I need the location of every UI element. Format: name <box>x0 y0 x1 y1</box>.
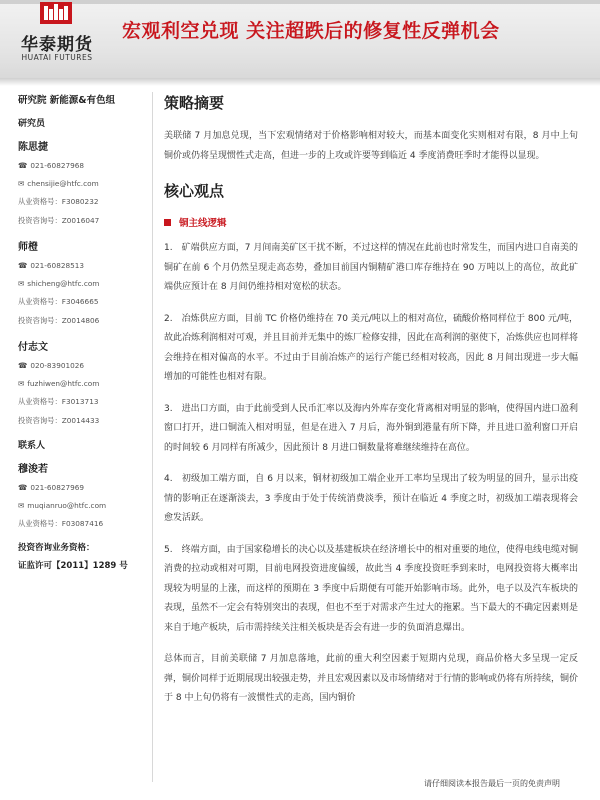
contact-label: 联系人 <box>18 441 46 451</box>
point-paragraph: 4. 初级加工端方面，自 6 月以来，铜材初级加工端企业开工率均呈现出了较为明显的回升，显示出疫情的影响正在逐渐淡去，3 季度由于处于传统消费淡季，预计在临近 4 季度之时，初级加工端表现将会愈发活跃。 <box>164 474 578 523</box>
report-title: 宏观利空兑现 关注超跌后的修复性反弹机会 <box>122 20 500 42</box>
author-sidebar <box>18 92 150 573</box>
main-content <box>164 92 578 709</box>
point-paragraph: 5. 终端方面，由于国家稳增长的决心以及基建板块在经济增长中的相对重要的地位，使得电线电缆对铜消费的拉动或相对可期，目前电网投资进度偏缓，故此当 4 季度投资旺季到来时，电网投资将大概率出现较为明显的上涨，而这样的预期在 3 季度中后期便有可能开始影响市场。此外，电子以及汽车板块的表现，虽然不一定会有特别突出的表现，但也不至于对需求产生过大的拖累。当下最大的不确定因素则是来自于地产板块，后市需持续关注相关板块是否会有进一步的负面消息爆出。 <box>164 544 579 633</box>
investment-consult-number: 投资咨询号：Z0014806 <box>18 316 100 325</box>
huatai-logo-icon <box>38 0 74 26</box>
qualification-number: 从业资格号：F03087416 <box>18 519 104 528</box>
email-address[interactable]: shicheng@htfc.com <box>27 279 100 288</box>
phone-icon: ☎ <box>18 161 28 170</box>
researcher-card <box>18 338 150 426</box>
department-label: 研究院 新能源&有色组 <box>18 95 116 106</box>
email-icon: ✉ <box>18 501 25 510</box>
phone-icon: ☎ <box>18 483 28 492</box>
researcher-name: 付志文 <box>18 342 48 353</box>
investment-consult-number: 投资咨询号：Z0014433 <box>18 416 100 425</box>
email-line <box>18 501 150 510</box>
point-paragraph: 3. 进出口方面，由于此前受到人民币汇率以及海内外库存变化背离相对明显的影响，使得国内进口盈利窗口打开，进口铜流入相对明显，但是在进入 7 月后，海外铜到港量有所下降，并且进口盈利窗口开启的时间较 6 月同样有所减少，因此预计 8 月进口铜数量将难继续维持在高位。 <box>164 403 578 453</box>
email-line <box>18 279 150 288</box>
logic-subheading-text: 铜主线逻辑 <box>179 218 227 229</box>
phone-number: 021-60827969 <box>30 483 85 492</box>
qualification-number: 从业资格号：F3046665 <box>18 297 99 306</box>
report-header <box>0 0 600 78</box>
researcher-card <box>18 238 150 326</box>
summary-paragraph: 美联储 7 月加息兑现，当下宏观情绪对于价格影响相对较大，而基本面变化实则相对有限，8 月中上旬铜价或仍将呈现惯性式走高，但进一步的上攻或许要等到临近 4 季度消费旺季时才能得以显现。 <box>164 131 578 161</box>
contact-card <box>18 460 150 529</box>
contact-name: 穆浚若 <box>18 464 48 475</box>
header-shadow <box>0 78 600 86</box>
investment-consult-number: 投资咨询号：Z0016047 <box>18 216 100 225</box>
point-paragraph: 2. 冶炼供应方面，目前 TC 价格仍维持在 70 美元/吨以上的相对高位，硫酸价格同样位于 800 元/吨，故此冶炼利润相对可观，并且目前并无集中的炼厂检修安排，因此在高利润的驱使下，冶炼供应也同样将会维持在相对偏高的水平。不过由于目前冶炼产的运行产能已经相对较高，因此 8 月间出现进一步大幅增加的可能性也相对有限。 <box>164 313 579 382</box>
phone-number: 021-60827968 <box>30 161 85 170</box>
email-icon: ✉ <box>18 379 25 388</box>
researcher-name: 师橙 <box>18 242 38 253</box>
summary-heading: 策略摘要 <box>164 94 225 112</box>
phone-line <box>18 261 150 270</box>
qualification-number: 从业资格号：F3080232 <box>18 197 99 206</box>
researcher-card <box>18 138 150 226</box>
disclaimer-footer: 请仔细阅读本报告最后一页的免责声明 <box>424 779 560 788</box>
email-line <box>18 379 150 388</box>
column-divider <box>152 92 153 782</box>
researcher-name: 陈思捷 <box>18 142 48 153</box>
phone-icon: ☎ <box>18 361 28 370</box>
red-square-bullet-icon <box>164 219 171 226</box>
phone-line <box>18 361 150 370</box>
email-icon: ✉ <box>18 179 25 188</box>
phone-line <box>18 161 150 170</box>
email-line <box>18 179 150 188</box>
email-address[interactable]: fuzhiwen@htfc.com <box>27 379 100 388</box>
logo-chinese-name: 华泰期货 <box>21 35 93 55</box>
email-icon: ✉ <box>18 279 25 288</box>
phone-icon: ☎ <box>18 261 28 270</box>
company-logo <box>14 0 100 70</box>
researchers-label: 研究员 <box>18 119 46 129</box>
logo-english-name: HUATAI FUTURES <box>21 53 93 62</box>
phone-number: 020-83901026 <box>30 361 85 370</box>
conclusion-paragraph: 总体而言，目前美联储 7 月加息落地，此前的重大利空因素于短期内兑现，商品价格大多呈现一定反弹，铜价同样于近期展现出较强走势，并且宏观因素以及市场情绪对于行情的影响或仍将有所持续，铜价于 8 中上旬仍将有一波惯性式的走高，国内铜价 <box>164 654 579 703</box>
business-qualification-label: 投资咨询业务资格： <box>18 543 95 553</box>
qualification-number: 从业资格号：F3013713 <box>18 397 99 406</box>
core-heading: 核心观点 <box>164 182 225 200</box>
license-number: 证监许可【2011】1289 号 <box>18 561 128 571</box>
email-address[interactable]: muqianruo@htfc.com <box>27 501 107 510</box>
point-paragraph: 1. 矿端供应方面，7 月间南美矿区干扰不断，不过这样的情况在此前也时常发生，而国内进口自南美的铜矿在前 6 个月仍然呈现走高态势，叠加目前国内铜精矿港口库存维持在 90 万吨以上的高位，故此矿端供应预计在 8 月间仍维持相对宽松的状态。 <box>164 243 578 292</box>
logic-subheading <box>164 215 578 229</box>
phone-line <box>18 483 150 492</box>
email-address[interactable]: chensijie@htfc.com <box>27 179 99 188</box>
phone-number: 021-60828513 <box>30 261 85 270</box>
